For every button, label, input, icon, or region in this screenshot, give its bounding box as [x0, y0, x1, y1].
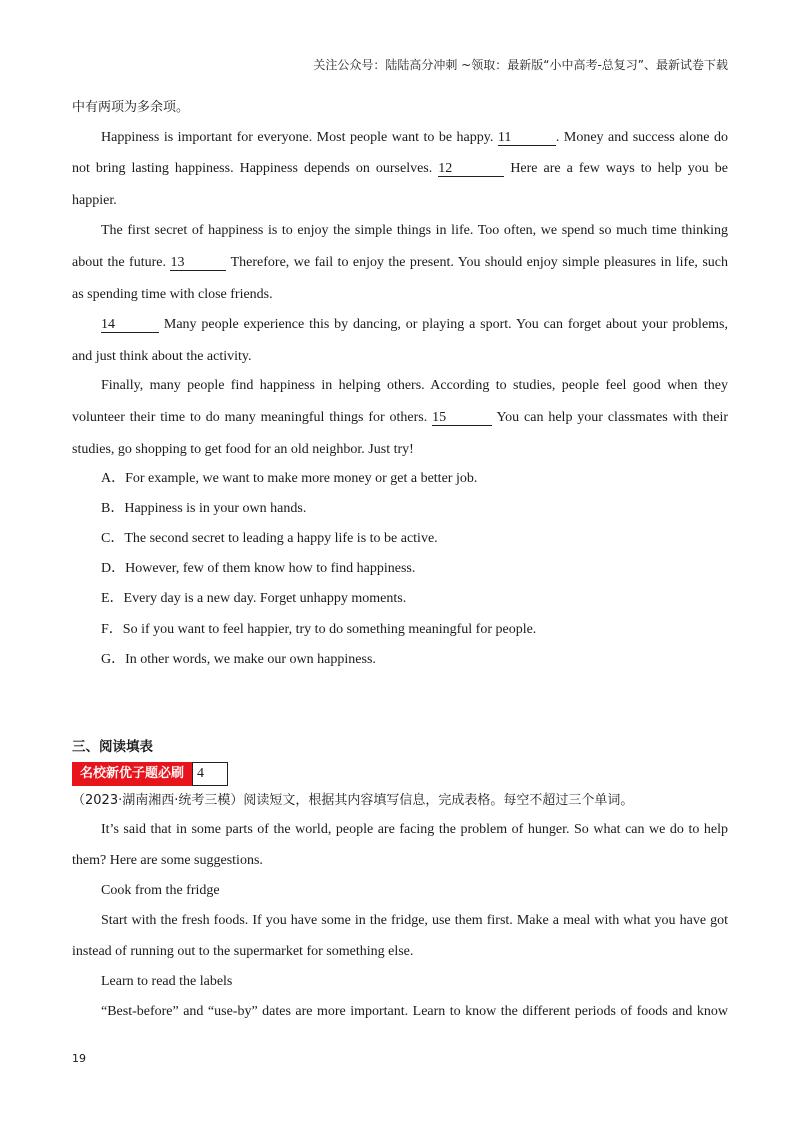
- passage-text: not bring lasting happiness. Happiness depends on ourselves.: [72, 161, 433, 176]
- question-badge: [72, 762, 228, 786]
- option-f: F．So if you want to feel happier, try to do something meaningful for people.: [101, 622, 537, 637]
- passage-line: and just think about the activity.: [72, 349, 252, 364]
- badge-number: 4: [192, 762, 228, 786]
- passage-line: The first secret of happiness is to enjoy the simple things in life. Too often, we spend so much time thinking: [101, 223, 728, 238]
- passage-line: [72, 160, 728, 178]
- passage-text: volunteer their time to do many meaningful things for others.: [72, 410, 428, 425]
- option-b: B．Happiness is in your own hands.: [101, 501, 307, 516]
- passage-text: Happiness is important for everyone. Most people want to be happy.: [101, 130, 494, 145]
- blank-12: 12: [438, 161, 504, 177]
- page-number: 19: [72, 1052, 86, 1065]
- passage-text: Many people experience this by dancing, or playing a sport. You can forget about your problems,: [163, 317, 728, 332]
- passage2-line: instead of running out to the supermarket for something else.: [72, 944, 414, 959]
- passage2-line: “Best-before” and “use-by” dates are more important. Learn to know the different periods of foods and know: [101, 1004, 728, 1019]
- passage-text: You can help your classmates with their: [496, 410, 728, 425]
- option-e: E．Every day is a new day. Forget unhappy moments.: [101, 591, 407, 606]
- passage-line: studies, go shopping to get food for an old neighbor. Just try!: [72, 442, 414, 457]
- passage2-line: It’s said that in some parts of the world, people are facing the problem of hunger. So what can we do to help: [101, 822, 728, 837]
- passage-line: Finally, many people find happiness in helping others. According to studies, people feel good when they: [101, 378, 728, 393]
- passage-text: Therefore, we fail to enjoy the present. You should enjoy simple pleasures in life, such: [230, 255, 729, 270]
- blank-11: 11: [498, 130, 556, 146]
- badge-label: 名校新优子题必刷: [72, 762, 192, 786]
- section-title: 三、阅读填表: [72, 739, 153, 755]
- passage-line: [101, 129, 728, 147]
- blank-15: 15: [432, 410, 492, 426]
- task-instruction: （2023·湖南湘西·统考三模）阅读短文，根据其内容填写信息，完成表格。每空不超过三个单词。: [72, 793, 634, 808]
- blank-14: 14: [101, 317, 159, 333]
- intro-text: 中有两项为多余项。: [72, 100, 190, 115]
- passage-line: [72, 409, 728, 427]
- subheading-cook: Cook from the fridge: [101, 883, 220, 898]
- option-g: G．In other words, we make our own happiness.: [101, 652, 376, 667]
- passage-line: [72, 254, 728, 272]
- option-d: D．However, few of them know how to find happiness.: [101, 561, 416, 576]
- passage2-line: Start with the fresh foods. If you have some in the fridge, use them first. Make a meal with what you have got: [101, 913, 728, 928]
- passage2-line: them? Here are some suggestions.: [72, 853, 263, 868]
- passage-line: happier.: [72, 193, 117, 208]
- blank-13: 13: [170, 255, 226, 271]
- passage-text: Here are a few ways to help you be: [510, 161, 728, 176]
- passage-line: as spending time with close friends.: [72, 287, 273, 302]
- passage-text: . Money and success alone do: [555, 130, 729, 145]
- option-a: A．For example, we want to make more money or get a better job.: [101, 471, 478, 486]
- passage-text: about the future.: [72, 255, 166, 270]
- passage-line: [101, 316, 728, 334]
- subheading-labels: Learn to read the labels: [101, 974, 233, 989]
- page-header: 关注公众号：陆陆高分冲刺 ~领取：最新版“小中高考-总复习”、最新试卷下载: [313, 58, 728, 72]
- option-c: C．The second secret to leading a happy life is to be active.: [101, 531, 438, 546]
